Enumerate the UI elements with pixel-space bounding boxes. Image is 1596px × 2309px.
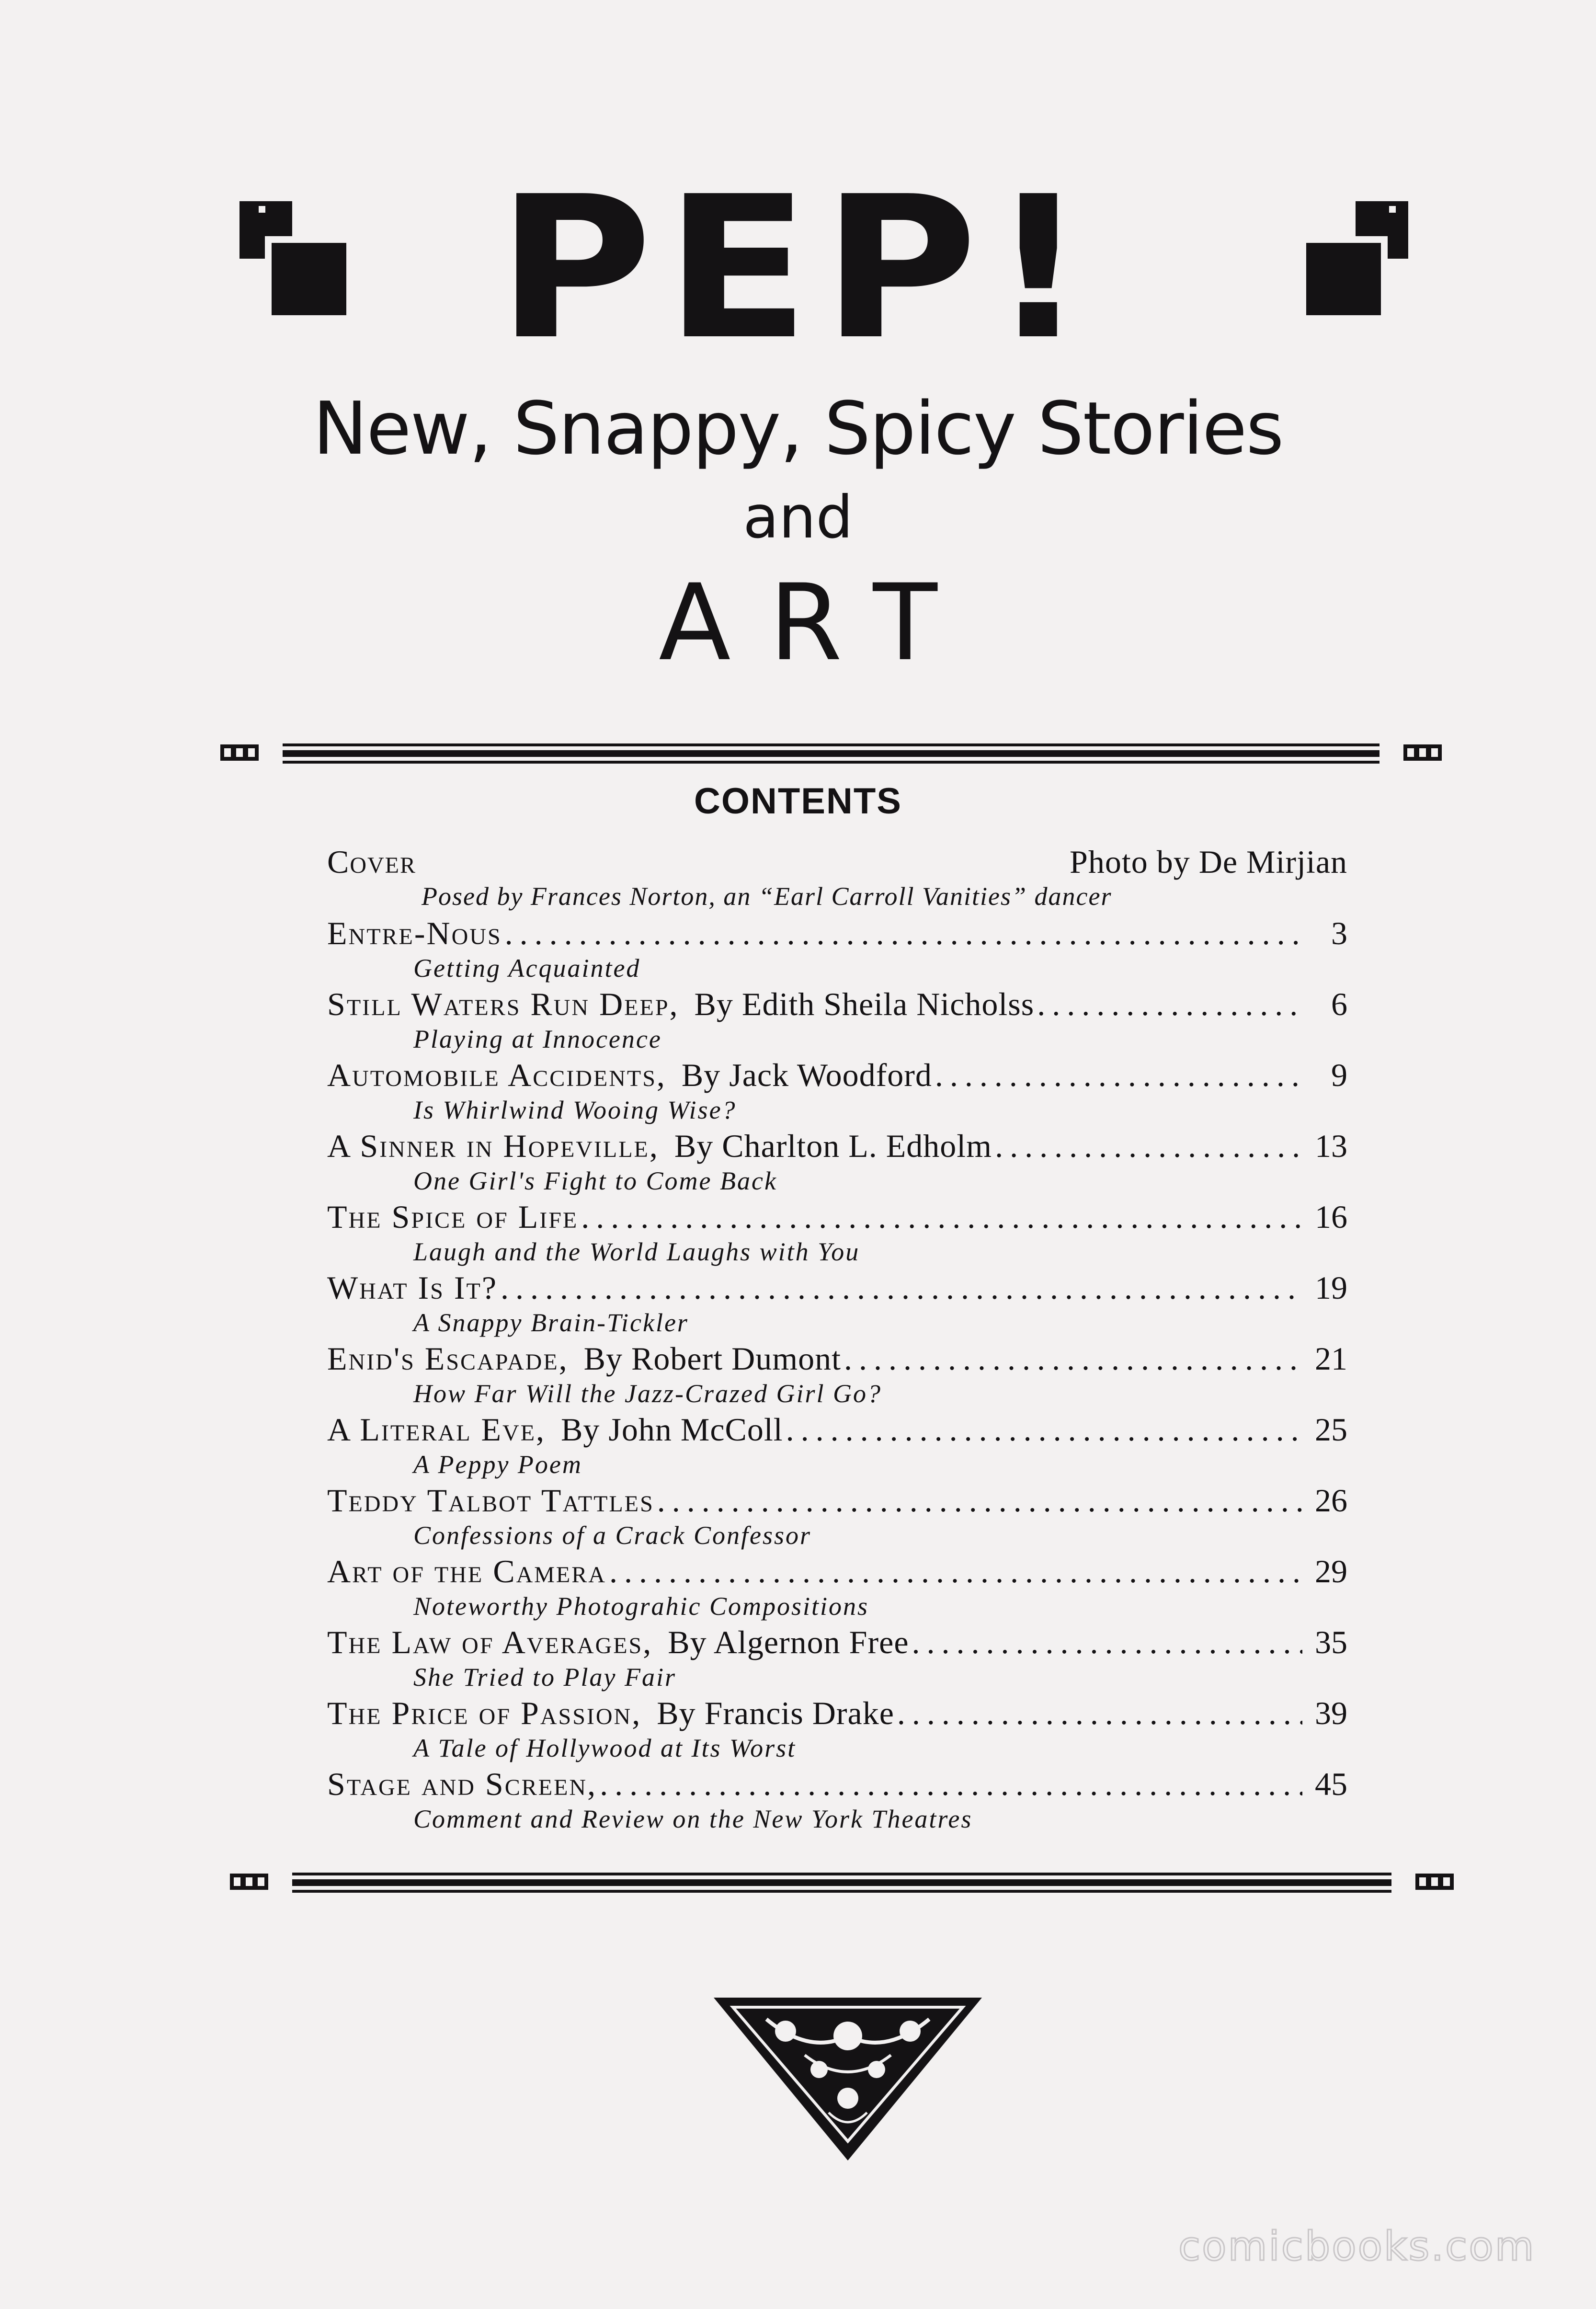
- contents-entry: [327, 1268, 1347, 1338]
- contents-entry: [327, 1338, 1347, 1409]
- contents-entry: [327, 1409, 1347, 1480]
- contents-entry: [327, 1764, 1347, 1835]
- page-number: 45: [1315, 1766, 1347, 1802]
- page-number: 26: [1315, 1482, 1347, 1519]
- dot-leader: [600, 1764, 1302, 1804]
- subtitle-conjunction: and: [743, 483, 853, 551]
- entry-subtitle: How Far Will the Jazz-Crazed Girl Go?: [413, 1379, 882, 1408]
- page-number: 25: [1315, 1411, 1347, 1448]
- page-number: 29: [1315, 1553, 1347, 1589]
- contents-entry: [327, 1480, 1347, 1551]
- page-number: 6: [1331, 986, 1347, 1022]
- entry-subtitle: Is Whirlwind Wooing Wise?: [413, 1096, 737, 1124]
- entry-title: Stage and Screen,: [327, 1766, 597, 1802]
- block-ornament-icon: [1303, 201, 1418, 321]
- dot-leader: [935, 1055, 1302, 1095]
- cover-label: Cover: [327, 844, 417, 880]
- bottom-divider: [230, 1871, 1454, 1894]
- dot-leader: [897, 1693, 1302, 1733]
- contents-entry: [327, 984, 1347, 1055]
- dot-leader: [581, 1197, 1302, 1237]
- page-number: 35: [1315, 1624, 1347, 1660]
- cover-photo-credit: Photo by De Mirjian: [1070, 844, 1347, 880]
- top-divider: [220, 742, 1442, 765]
- entry-title: Art of the Camera: [327, 1553, 606, 1589]
- page-number: 13: [1315, 1128, 1347, 1164]
- art-heading: ART: [659, 561, 976, 684]
- page-number: 9: [1331, 1057, 1347, 1093]
- entry-subtitle: Getting Acquainted: [413, 954, 641, 983]
- contents-entry: [327, 913, 1347, 984]
- entry-title: What Is It?: [327, 1269, 498, 1306]
- dot-leader: [844, 1338, 1302, 1379]
- entry-title: A Sinner in Hopeville,: [327, 1128, 659, 1164]
- cover-model-note: Posed by Frances Norton, an “Earl Carroll Vanities” dancer: [422, 882, 1112, 911]
- contents-entry: [327, 1197, 1347, 1268]
- entry-author: By Francis Drake: [657, 1695, 894, 1731]
- contents-list: [327, 913, 1347, 1835]
- entry-author: By Edith Sheila Nicholss: [694, 986, 1035, 1022]
- dot-leader: [501, 1268, 1302, 1308]
- contents-entry: [327, 1693, 1347, 1764]
- contents-entry: [327, 1551, 1347, 1622]
- contents-entry: [327, 1622, 1347, 1693]
- entry-title: Automobile Accidents,: [327, 1057, 666, 1093]
- entry-subtitle: Laugh and the World Laughs with You: [413, 1237, 860, 1266]
- masthead: [0, 154, 1596, 383]
- cover-credit-row: [327, 843, 1347, 886]
- entry-title: Still Waters Run Deep,: [327, 986, 679, 1022]
- entry-subtitle: She Tried to Play Fair: [413, 1663, 676, 1692]
- entry-title: The Spice of Life: [327, 1199, 579, 1235]
- floral-pendant-icon: [714, 1998, 982, 2160]
- dot-leader: [609, 1551, 1302, 1591]
- page-number: 19: [1315, 1269, 1347, 1306]
- watermark: comicbooks.com: [1178, 2223, 1536, 2270]
- entry-title: Enid's Escapade,: [327, 1340, 569, 1377]
- dot-leader: [657, 1480, 1302, 1520]
- entry-subtitle: Noteworthy Photograhic Compositions: [413, 1592, 869, 1621]
- entry-title: Teddy Talbot Tattles: [327, 1482, 654, 1519]
- dot-leader: [786, 1409, 1302, 1450]
- dot-leader: [912, 1622, 1302, 1662]
- entry-subtitle: Comment and Review on the New York Theatres: [413, 1805, 973, 1833]
- rule-end-icon: [230, 1874, 268, 1890]
- entry-subtitle: A Snappy Brain-Tickler: [413, 1308, 689, 1337]
- entry-title: The Price of Passion,: [327, 1695, 642, 1731]
- magazine-subtitle: New, Snappy, Spicy Stories: [313, 386, 1283, 471]
- entry-subtitle: Confessions of a Crack Confessor: [413, 1521, 812, 1550]
- entry-subtitle: Playing at Innocence: [413, 1025, 662, 1053]
- contents-entry: [327, 1055, 1347, 1126]
- entry-title: A Literal Eve,: [327, 1411, 546, 1448]
- contents-heading: CONTENTS: [694, 781, 902, 822]
- rule-end-icon: [220, 744, 259, 761]
- contents-entry: [327, 1126, 1347, 1197]
- rule-end-icon: [1415, 1874, 1454, 1890]
- entry-title: Entre-Nous: [327, 915, 502, 951]
- entry-subtitle: One Girl's Fight to Come Back: [413, 1166, 777, 1195]
- dot-leader: [995, 1126, 1302, 1166]
- entry-subtitle: A Peppy Poem: [413, 1450, 582, 1479]
- entry-author: By Algernon Free: [668, 1624, 909, 1660]
- entry-author: By Jack Woodford: [681, 1057, 932, 1093]
- dot-leader: [1037, 984, 1302, 1024]
- page-number: 16: [1315, 1199, 1347, 1235]
- entry-author: By Charlton L. Edholm: [674, 1128, 992, 1164]
- magazine-title: PEP!: [497, 154, 1099, 383]
- entry-subtitle: A Tale of Hollywood at Its Worst: [413, 1734, 797, 1762]
- page-number: 21: [1315, 1340, 1347, 1377]
- page-number: 3: [1331, 915, 1347, 951]
- rule-end-icon: [1403, 744, 1442, 761]
- dot-leader: [505, 913, 1302, 953]
- entry-author: By Robert Dumont: [583, 1340, 841, 1377]
- page-number: 39: [1315, 1695, 1347, 1731]
- entry-title: The Law of Averages,: [327, 1624, 653, 1660]
- entry-author: By John McColl: [561, 1411, 783, 1448]
